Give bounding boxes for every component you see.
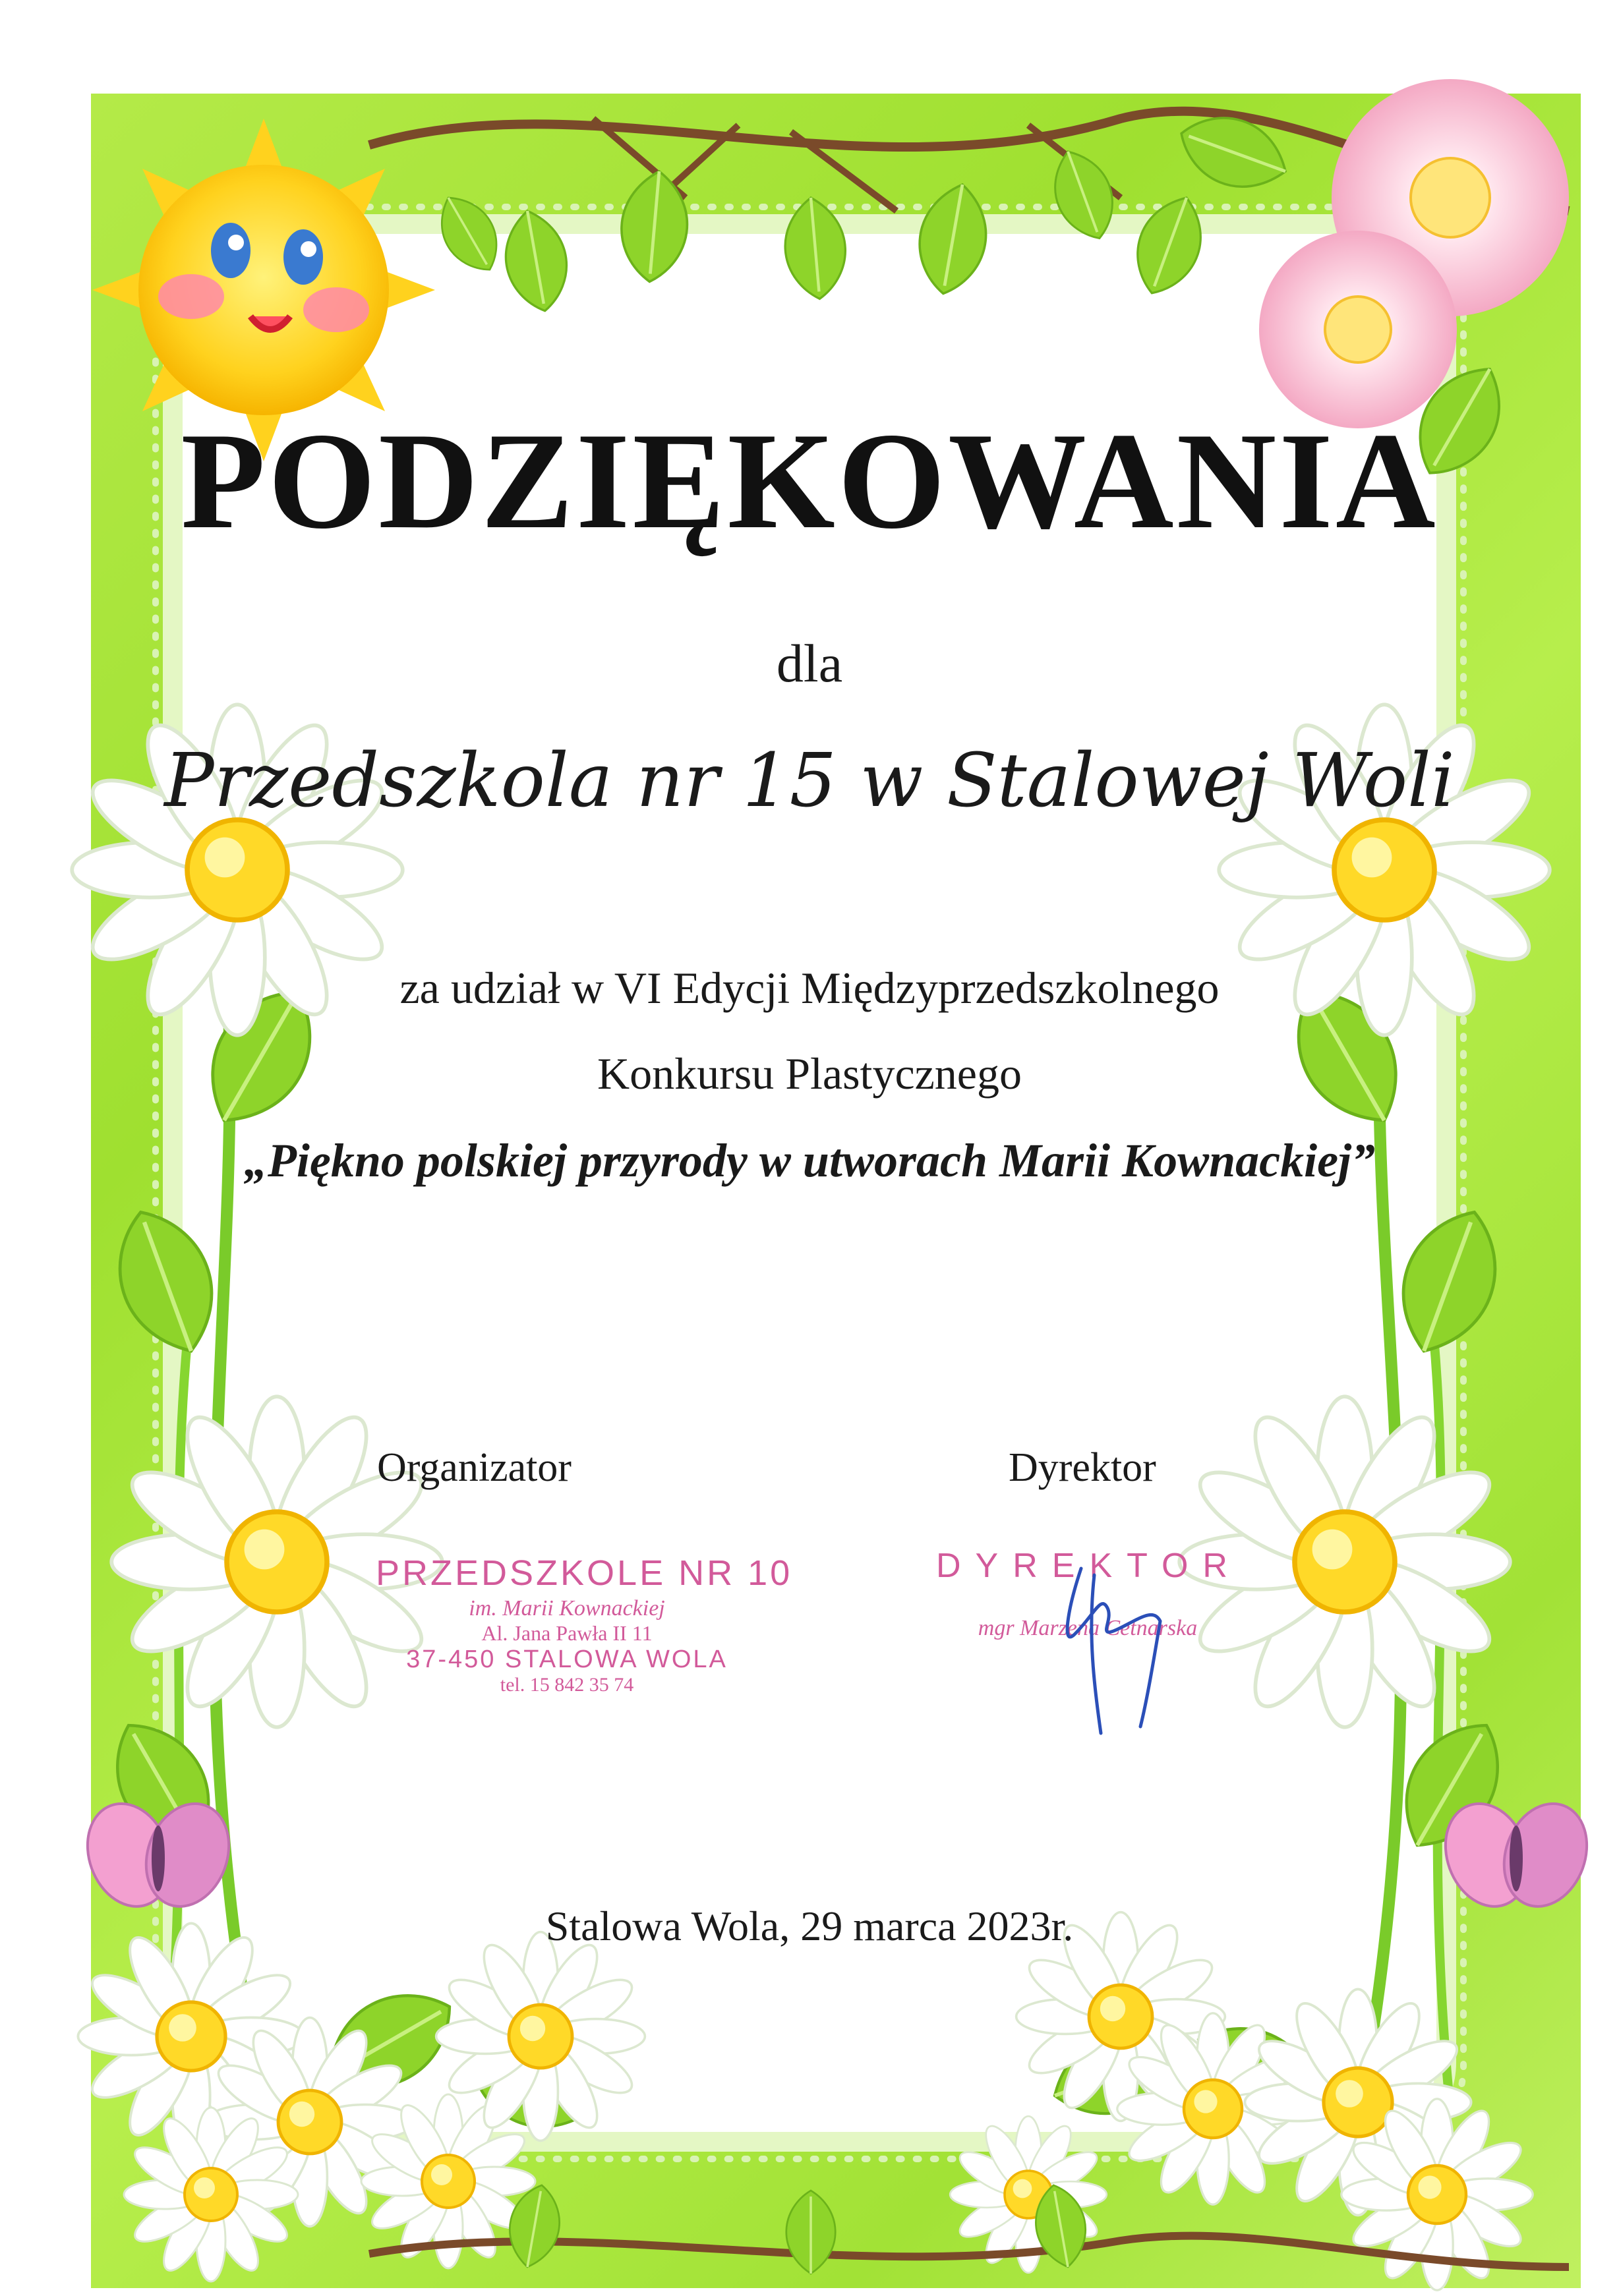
recipient-name: Przedszkola nr 15 w Stalowej Woli — [164, 738, 1455, 824]
director-stamp-title: DYREKTOR — [936, 1547, 1242, 1585]
director-stamp-name: mgr Marzena Cetnarska — [978, 1616, 1198, 1640]
stamp-street: Al. Jana Pawła II 11 — [481, 1621, 653, 1645]
certificate-title: PODZIĘKOWANIA — [181, 405, 1438, 558]
contest-name: „Piękno polskiej przyrody w utworach Marii Kownackiej” — [243, 1134, 1376, 1187]
for-word: dla — [776, 633, 843, 693]
director-signature-icon — [1055, 1555, 1187, 1740]
director-label: Dyrektor — [1009, 1445, 1156, 1490]
place-and-date: Stalowa Wola, 29 marca 2023r. — [545, 1903, 1074, 1949]
stamp-school-name: PRZEDSZKOLE NR 10 — [376, 1553, 793, 1593]
organizer-stamp — [376, 1553, 793, 1696]
stamp-phone: tel. 15 842 35 74 — [500, 1674, 634, 1696]
reason-line-2: Konkursu Plastycznego — [597, 1048, 1022, 1099]
organizer-label: Organizator — [377, 1445, 572, 1490]
stamp-city: 37-450 STALOWA WOLA — [406, 1646, 728, 1673]
stamp-patron: im. Marii Kownackiej — [469, 1596, 665, 1621]
reason-line-1: za udział w VI Edycji Międzyprzedszkolnego — [399, 963, 1220, 1013]
